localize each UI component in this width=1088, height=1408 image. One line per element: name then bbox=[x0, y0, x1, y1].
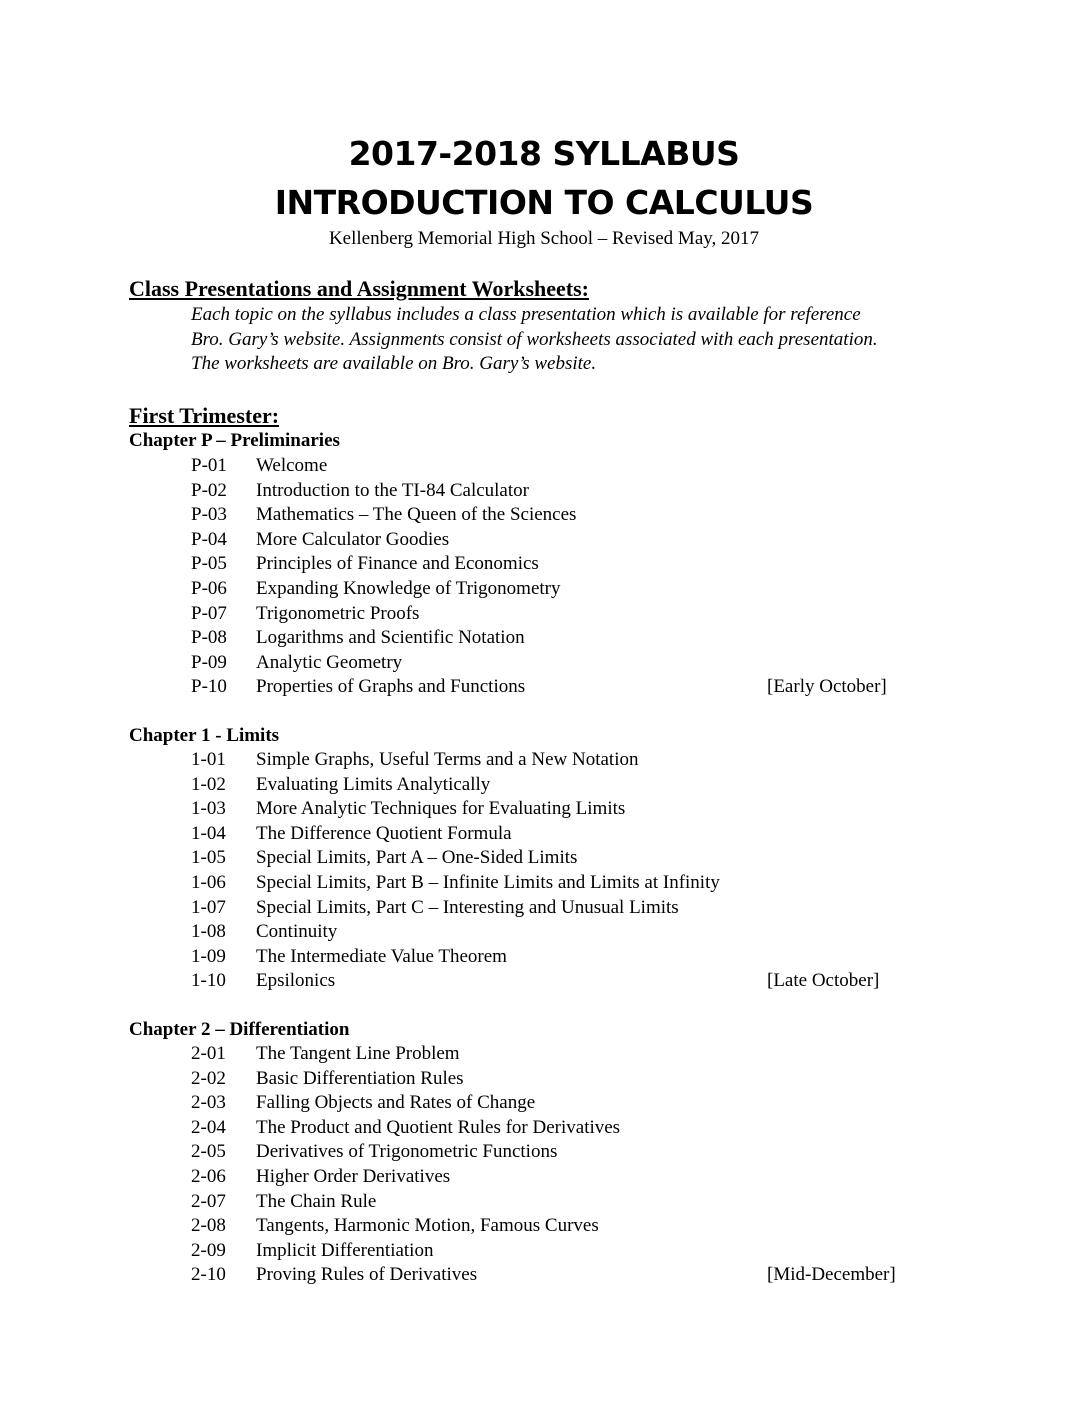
topic-row bbox=[191, 529, 931, 554]
topic-title: Higher Order Derivatives bbox=[256, 1165, 451, 1187]
topic-row bbox=[191, 872, 931, 897]
topic-code: 2-06 bbox=[191, 1165, 226, 1187]
chapter-1-topic-list bbox=[191, 749, 931, 995]
document-title-line-2: INTRODUCTION TO CALCULUS bbox=[274, 183, 814, 222]
chapter-1-heading: Chapter 1 - Limits bbox=[129, 725, 280, 746]
topic-code: 1-02 bbox=[191, 773, 226, 795]
topic-title: Properties of Graphs and Functions bbox=[256, 676, 526, 698]
topic-row bbox=[191, 578, 931, 603]
topic-row bbox=[191, 823, 931, 848]
topic-row bbox=[191, 1264, 931, 1289]
topic-row bbox=[191, 1068, 931, 1093]
topic-code: 2-07 bbox=[191, 1190, 226, 1212]
topic-row bbox=[191, 627, 931, 652]
chapter-2-topic-list bbox=[191, 1043, 931, 1289]
topic-code: P-09 bbox=[191, 651, 227, 673]
topic-row bbox=[191, 774, 931, 799]
presentations-heading: Class Presentations and Assignment Worksheets: bbox=[129, 276, 590, 301]
topic-code: 2-02 bbox=[191, 1067, 226, 1089]
topic-code: 1-09 bbox=[191, 945, 226, 967]
topic-target-date: [Early October] bbox=[767, 676, 887, 698]
topic-title: Principles of Finance and Economics bbox=[256, 553, 539, 575]
topic-row bbox=[191, 553, 931, 578]
topic-title: More Calculator Goodies bbox=[256, 528, 450, 550]
topic-title: Special Limits, Part A – One-Sided Limits bbox=[256, 847, 578, 869]
topic-code: 1-07 bbox=[191, 896, 226, 918]
topic-code: P-10 bbox=[191, 676, 227, 698]
topic-row bbox=[191, 1215, 931, 1240]
topic-code: 1-04 bbox=[191, 822, 226, 844]
topic-row bbox=[191, 1141, 931, 1166]
topic-row bbox=[191, 946, 931, 971]
topic-code: 2-01 bbox=[191, 1043, 226, 1064]
topic-code: 1-03 bbox=[191, 798, 226, 820]
topic-code: 1-06 bbox=[191, 871, 226, 893]
topic-row bbox=[191, 921, 931, 946]
topic-title: The Intermediate Value Theorem bbox=[256, 945, 507, 967]
topic-code: 2-08 bbox=[191, 1215, 226, 1237]
topic-title: Basic Differentiation Rules bbox=[256, 1067, 464, 1089]
topic-code: 1-01 bbox=[191, 749, 226, 770]
topic-title: The Tangent Line Problem bbox=[256, 1043, 460, 1064]
topic-target-date: [Late October] bbox=[767, 970, 880, 992]
topic-code: P-03 bbox=[191, 504, 227, 526]
topic-row bbox=[191, 1166, 931, 1191]
topic-row bbox=[191, 1092, 931, 1117]
topic-row bbox=[191, 1117, 931, 1142]
topic-row bbox=[191, 897, 931, 922]
topic-code: P-04 bbox=[191, 528, 227, 550]
topic-code: P-02 bbox=[191, 479, 227, 501]
topic-row bbox=[191, 1191, 931, 1216]
topic-code: P-07 bbox=[191, 602, 227, 624]
topic-title: Introduction to the TI-84 Calculator bbox=[256, 479, 529, 501]
topic-code: 1-08 bbox=[191, 921, 226, 943]
topic-code: 2-09 bbox=[191, 1239, 226, 1261]
topic-row bbox=[191, 1043, 931, 1068]
topic-code: P-05 bbox=[191, 553, 227, 575]
topic-title: Simple Graphs, Useful Terms and a New Notation bbox=[256, 749, 639, 770]
chapter-2-heading: Chapter 2 – Differentiation bbox=[129, 1019, 350, 1040]
topic-row bbox=[191, 652, 931, 677]
topic-title: More Analytic Techniques for Evaluating Limits bbox=[256, 798, 626, 820]
topic-title: Proving Rules of Derivatives bbox=[256, 1264, 478, 1286]
chapter-p-topic-list bbox=[191, 455, 931, 701]
document-subtitle: Kellenberg Memorial High School – Revised May, 2017 bbox=[328, 228, 760, 249]
topic-code: P-01 bbox=[191, 455, 227, 476]
topic-row bbox=[191, 847, 931, 872]
topic-target-date: [Mid-December] bbox=[767, 1264, 896, 1286]
topic-title: Implicit Differentiation bbox=[256, 1239, 434, 1261]
topic-title: Derivatives of Trigonometric Functions bbox=[256, 1141, 558, 1163]
topic-title: Epsilonics bbox=[256, 970, 336, 992]
topic-title: Continuity bbox=[256, 921, 338, 943]
topic-title: Mathematics – The Queen of the Sciences bbox=[256, 504, 577, 526]
presentations-line: The worksheets are available on Bro. Gary’s website. bbox=[191, 353, 597, 374]
topic-title: Special Limits, Part C – Interesting and Unusual Limits bbox=[256, 896, 679, 918]
topic-row bbox=[191, 798, 931, 823]
topic-title: Logarithms and Scientific Notation bbox=[256, 627, 525, 649]
chapter-p-heading: Chapter P – Preliminaries bbox=[129, 430, 340, 451]
topic-code: P-06 bbox=[191, 577, 227, 599]
topic-title: The Difference Quotient Formula bbox=[256, 822, 512, 844]
topic-code: 2-10 bbox=[191, 1264, 226, 1286]
topic-title: Trigonometric Proofs bbox=[256, 602, 420, 624]
topic-title: Evaluating Limits Analytically bbox=[256, 773, 491, 795]
document-title-line-1: 2017-2018 SYLLABUS bbox=[348, 134, 740, 173]
topic-code: 1-05 bbox=[191, 847, 226, 869]
topic-code: 1-10 bbox=[191, 970, 226, 992]
topic-row bbox=[191, 1240, 931, 1265]
topic-code: 2-04 bbox=[191, 1116, 226, 1138]
presentations-description bbox=[191, 303, 991, 377]
topic-title: The Chain Rule bbox=[256, 1190, 377, 1212]
topic-row bbox=[191, 970, 931, 995]
first-trimester-heading: First Trimester: bbox=[129, 403, 280, 428]
topic-row bbox=[191, 455, 931, 480]
topic-title: The Product and Quotient Rules for Derivatives bbox=[256, 1116, 621, 1138]
presentations-line: Each topic on the syllabus includes a class presentation which is available for reference bbox=[191, 304, 861, 325]
topic-title: Analytic Geometry bbox=[256, 651, 403, 673]
topic-code: 2-05 bbox=[191, 1141, 226, 1163]
presentations-line: Bro. Gary’s website. Assignments consist of worksheets associated with each presentation. bbox=[191, 328, 878, 350]
topic-title: Expanding Knowledge of Trigonometry bbox=[256, 577, 561, 599]
topic-row bbox=[191, 676, 931, 701]
topic-title: Tangents, Harmonic Motion, Famous Curves bbox=[256, 1215, 599, 1237]
topic-title: Welcome bbox=[256, 455, 328, 476]
topic-row bbox=[191, 749, 931, 774]
topic-code: P-08 bbox=[191, 627, 227, 649]
topic-code: 2-03 bbox=[191, 1092, 226, 1114]
topic-row bbox=[191, 480, 931, 505]
topic-title: Special Limits, Part B – Infinite Limits and Limits at Infinity bbox=[256, 871, 720, 893]
topic-row bbox=[191, 603, 931, 628]
topic-title: Falling Objects and Rates of Change bbox=[256, 1092, 536, 1114]
topic-row bbox=[191, 504, 931, 529]
